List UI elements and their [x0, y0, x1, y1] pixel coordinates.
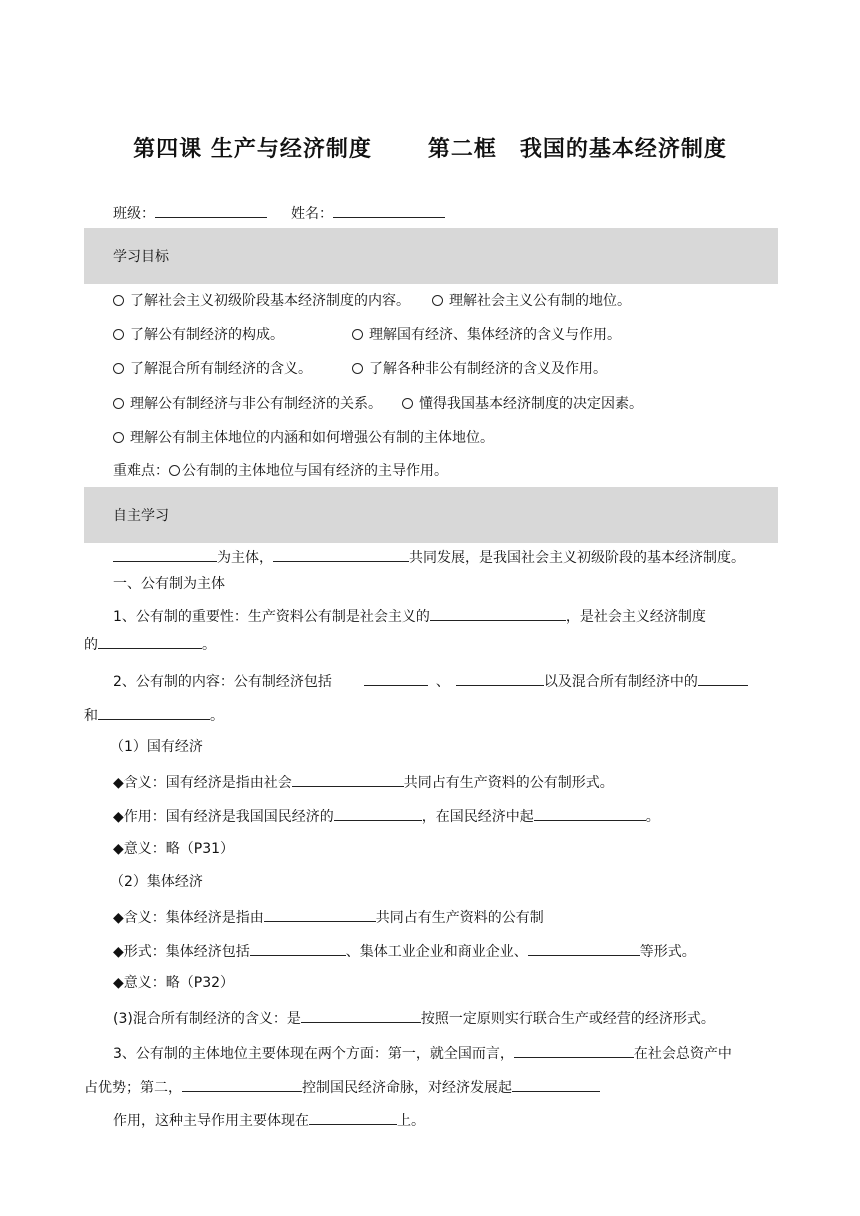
- fill-blank[interactable]: [364, 670, 428, 686]
- fill-blank[interactable]: [334, 805, 422, 821]
- fill-blank[interactable]: [264, 906, 376, 922]
- p1-text: 1、公有制的重要性：生产资料公有制是社会主义的: [113, 609, 430, 625]
- p3-row: [113, 1042, 732, 1064]
- s2-text: 、集体工业企业和商业企业、: [345, 944, 528, 960]
- circle-bullet-icon: [352, 329, 363, 340]
- p2-text: 。: [210, 708, 224, 724]
- s1-text: ，在国民经济中起: [421, 809, 534, 825]
- goal-item: 理解国有经济、集体经济的含义与作用。: [369, 327, 621, 343]
- class-label: 班级：: [113, 206, 155, 222]
- goal-item: 理解公有制主体地位的内涵和如何增强公有制的主体地位。: [130, 430, 494, 446]
- p2-row: [113, 670, 748, 692]
- section-band-goals: [84, 228, 778, 284]
- p2-text: 2、公有制的内容：公有制经济包括: [113, 674, 332, 690]
- fill-blank[interactable]: [528, 940, 640, 956]
- goal-row-5: [113, 428, 494, 448]
- circle-bullet-icon: [169, 465, 180, 476]
- p3-text: 控制国民经济命脉，对经济发展起: [302, 1080, 512, 1096]
- p3-text: 3、公有制的主体地位主要体现在两个方面：第一，就全国而言，: [113, 1046, 514, 1062]
- fill-blank[interactable]: [456, 670, 544, 686]
- fill-blank[interactable]: [534, 805, 646, 821]
- s1-text: 共同占有生产资料的公有制形式。: [403, 775, 614, 791]
- s2-text: 等形式。: [639, 944, 696, 960]
- s2-text: ◆形式：集体经济包括: [113, 944, 250, 960]
- circle-bullet-icon: [352, 363, 363, 374]
- s2-def-row: [113, 906, 544, 928]
- sub3-text: 按照一定原则实行联合生产或经营的经济形式。: [420, 1011, 715, 1027]
- circle-bullet-icon: [432, 295, 443, 306]
- intro-text: 为主体，: [217, 550, 273, 566]
- s1-def-row: [113, 771, 614, 793]
- p2-text: 、: [435, 674, 450, 690]
- difficulty-text: 公有制的主体地位与国有经济的主导作用。: [182, 463, 448, 479]
- fill-blank[interactable]: [430, 605, 566, 621]
- p1-text: 的: [84, 637, 98, 653]
- goal-item: 了解各种非公有制经济的含义及作用。: [369, 361, 607, 377]
- sub2-heading: （2）集体经济: [110, 874, 203, 890]
- s2-text: ◆含义：集体经济是指由: [113, 910, 264, 926]
- p1-text: 。: [202, 637, 216, 653]
- sub1-heading: （1）国有经济: [110, 739, 203, 755]
- lesson-title: 第四课 生产与经济制度: [133, 137, 372, 162]
- goal-item: 懂得我国基本经济制度的决定因素。: [419, 396, 643, 412]
- p2-text: 和: [84, 708, 98, 724]
- s1-sig-row: ◆意义：略（P31）: [113, 841, 235, 857]
- p2-text: 以及混合所有制经济中的: [543, 674, 698, 690]
- circle-bullet-icon: [113, 363, 124, 374]
- circle-bullet-icon: [113, 329, 124, 340]
- fill-blank[interactable]: [514, 1042, 634, 1058]
- goal-row-2: [113, 325, 621, 345]
- goal-item: 了解混合所有制经济的含义。: [130, 361, 312, 377]
- goal-row-4: [113, 394, 643, 414]
- circle-bullet-icon: [113, 295, 124, 306]
- class-blank[interactable]: [155, 202, 267, 218]
- p3-text: 上。: [397, 1113, 425, 1129]
- goal-item: 了解公有制经济的构成。: [130, 327, 284, 343]
- s2-text: 共同占有生产资料的公有制: [375, 910, 544, 926]
- circle-bullet-icon: [113, 432, 124, 443]
- s1-text: ◆含义：国有经济是指由社会: [113, 775, 292, 791]
- p1-row-cont: [84, 633, 216, 655]
- fill-blank[interactable]: [273, 546, 409, 562]
- page-title: [0, 132, 860, 163]
- part1-heading: 一、公有制为主体: [113, 576, 225, 592]
- goal-item: 了解社会主义初级阶段基本经济制度的内容。: [130, 293, 410, 309]
- section-title: 第二框 我国的基本经济制度: [427, 137, 727, 162]
- fill-blank[interactable]: [512, 1076, 600, 1092]
- fill-blank[interactable]: [98, 704, 210, 720]
- p3-text: 在社会总资产中: [633, 1046, 732, 1062]
- circle-bullet-icon: [113, 398, 124, 409]
- fill-blank[interactable]: [250, 940, 346, 956]
- p3-row-cont: [84, 1076, 600, 1098]
- name-label: 姓名：: [291, 206, 333, 222]
- s1-text: 。: [645, 809, 660, 825]
- s2-form-row: [113, 940, 696, 962]
- difficulty-row: [113, 461, 448, 481]
- name-blank[interactable]: [333, 202, 445, 218]
- p2-row-cont: [84, 704, 224, 726]
- sub3-row: [113, 1007, 715, 1029]
- intro-text: 共同发展，是我国社会主义初级阶段的基本经济制度。: [409, 550, 745, 566]
- p1-text: ，是社会主义经济制度: [565, 609, 706, 625]
- section-heading-goals: 学习目标: [113, 249, 169, 265]
- fill-blank[interactable]: [292, 771, 404, 787]
- s1-role-row: [113, 805, 660, 827]
- goal-row-1: [113, 291, 631, 311]
- difficulty-label: 重难点：: [113, 463, 169, 479]
- p3-row-end: [113, 1109, 425, 1131]
- fill-blank[interactable]: [301, 1007, 421, 1023]
- goal-item: 理解社会主义公有制的地位。: [449, 293, 631, 309]
- student-info-row: [113, 202, 445, 224]
- fill-blank[interactable]: [98, 633, 202, 649]
- p1-row: [113, 605, 706, 627]
- goal-row-3: [113, 359, 607, 379]
- fill-blank[interactable]: [182, 1076, 302, 1092]
- fill-blank[interactable]: [698, 670, 748, 686]
- section-heading-self-study: 自主学习: [113, 508, 169, 524]
- section-band-self-study: [84, 487, 778, 543]
- p3-text: 作用，这种主导作用主要体现在: [113, 1113, 309, 1129]
- fill-blank[interactable]: [113, 546, 217, 562]
- p3-text: 占优势；第二，: [84, 1080, 182, 1096]
- s2-sig-row: ◆意义：略（P32）: [113, 975, 235, 991]
- circle-bullet-icon: [402, 398, 413, 409]
- fill-blank[interactable]: [309, 1109, 397, 1125]
- s1-text: ◆作用：国有经济是我国国民经济的: [113, 809, 334, 825]
- goal-item: 理解公有制经济与非公有制经济的关系。: [130, 396, 382, 412]
- intro-row: [113, 546, 745, 568]
- sub3-text: (3)混合所有制经济的含义：是: [113, 1011, 301, 1027]
